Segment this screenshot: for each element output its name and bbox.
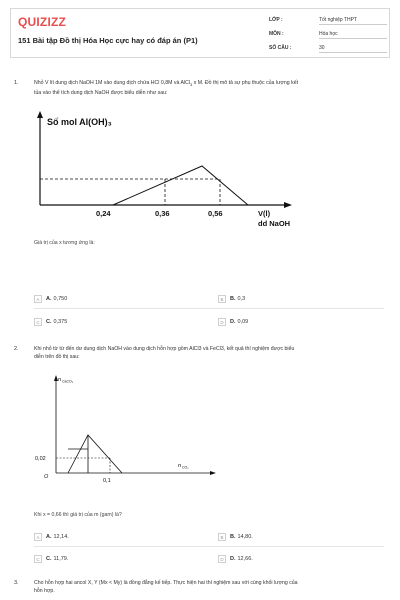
- q3-text-line2: hỗn hợp.: [34, 588, 55, 594]
- q2-option-d-label: D.: [230, 556, 236, 562]
- q2-option-b-value: 14,80.: [237, 534, 253, 540]
- meta-subject-label: MÔN :: [269, 31, 284, 37]
- q1-option-c-value: 0,375: [53, 319, 68, 325]
- q2-option-b[interactable]: [218, 532, 253, 542]
- q2-option-c-value: 11,79.: [53, 556, 69, 562]
- q1-option-d-value: 0,09: [237, 319, 249, 325]
- q2-xlabel-sub: CO₂: [182, 465, 189, 470]
- q2-option-a-label: A.: [46, 534, 52, 540]
- q2-text-line2: diễn trên đồ thị sau:: [34, 354, 80, 360]
- question-3-number: 3.: [14, 580, 19, 586]
- q1-y-arrow: [37, 111, 43, 118]
- q2-option-c[interactable]: [34, 554, 68, 564]
- q1-prompt: Giá trị của x tương ứng là:: [34, 240, 95, 246]
- q1-option-d[interactable]: [218, 317, 248, 327]
- meta-subject-value: Hóa học: [319, 31, 387, 39]
- q1-option-a-value: 0,750: [53, 296, 68, 302]
- worksheet-header: [10, 8, 390, 58]
- q1-text-a: Nhỏ V lít dung dịch NaOH 1M vào dung dịch chứa HCl 0,8M và AlCl: [34, 80, 191, 86]
- q1-text-line2: tủa vào thể tích dung dịch NaOH được biểu diễn như sau:: [34, 90, 168, 97]
- q1-option-b-value: 0,3: [237, 296, 246, 302]
- question-1-chart: [30, 108, 320, 233]
- question-2-number: 2.: [14, 346, 19, 352]
- q2-option-b-box[interactable]: B: [218, 533, 226, 541]
- q1-tick-056: 0,56: [208, 209, 223, 218]
- q2-prompt: Khi x = 0,66 thì giá trị của m (gam) là?: [34, 512, 122, 518]
- q1-precipitate-line: [113, 166, 248, 205]
- meta-count-label: SỐ CÂU :: [269, 45, 292, 51]
- q1-option-a-box[interactable]: A: [34, 295, 42, 303]
- q2-option-a[interactable]: [34, 532, 69, 542]
- q1-option-b-label: B.: [230, 296, 236, 302]
- page-title: 151 Bài tập Đồ thị Hóa Học cực hay có đáp án (P1): [18, 36, 198, 45]
- q1-text-sub: 3: [190, 82, 193, 88]
- meta-count-value: 30: [319, 45, 387, 53]
- q2-option-d-box[interactable]: D: [218, 555, 226, 563]
- q2-option-c-box[interactable]: C: [34, 555, 42, 563]
- q2-option-d[interactable]: [218, 554, 253, 564]
- q1-tick-024: 0,24: [96, 209, 111, 218]
- q1-xlabel-1: V(l): [258, 209, 271, 218]
- q2-triangle: [68, 435, 122, 473]
- q2-x-tick: 0,1: [103, 478, 111, 484]
- q2-origin: O: [44, 474, 49, 480]
- q2-text-line1: Khi nhỏ từ từ đến dư dung dịch NaOH vào dung dịch hỗn hợp gồm AlCl3 và FeCl3, kết quả thí nghiệm được biểu: [34, 346, 295, 352]
- q1-option-b-box[interactable]: B: [218, 295, 226, 303]
- q3-text-line1: Cho hỗn hợp hai ancol X, Y (Mx < My) là đồng đẳng kế tiếp. Thực hiện hai thí nghiệm sau với cùng khối lượng của: [34, 580, 298, 586]
- q1-option-d-box[interactable]: D: [218, 318, 226, 326]
- q1-option-c-box[interactable]: C: [34, 318, 42, 326]
- meta-class-value: Tốt nghiệp THPT: [319, 17, 387, 25]
- q1-option-divider: [34, 308, 384, 309]
- q1-xlabel-2: dd NaOH: [258, 219, 291, 228]
- question-2-chart: [30, 370, 220, 490]
- q1-option-a-label: A.: [46, 296, 52, 302]
- q1-tick-036: 0,36: [155, 209, 170, 218]
- quizizz-logo: QUIZIZZ: [18, 15, 67, 29]
- q2-option-c-label: C.: [46, 556, 52, 562]
- q2-option-a-value: 12,14.: [53, 534, 69, 540]
- q2-option-b-label: B.: [230, 534, 236, 540]
- q2-option-a-box[interactable]: A: [34, 533, 42, 541]
- question-1-text: [34, 79, 384, 97]
- q1-chart-ylabel: Số mol Al(OH)₃: [47, 117, 112, 127]
- q2-ylabel: n: [58, 377, 62, 383]
- q1-option-c-label: C.: [46, 319, 52, 325]
- question-2-text: [34, 345, 389, 361]
- q1-x-arrow: [284, 202, 292, 208]
- q2-x-arrow: [210, 471, 216, 475]
- q1-option-d-label: D.: [230, 319, 236, 325]
- q1-text-b: x M. Đồ thị mô tả sự phụ thuộc của lượng kết: [192, 80, 299, 86]
- question-1-number: 1.: [14, 80, 19, 86]
- q2-ylabel-sub: CaCO₃: [62, 379, 74, 384]
- q2-option-d-value: 12,66.: [237, 556, 253, 562]
- q2-option-divider: [34, 546, 384, 547]
- q2-xlabel: n: [178, 463, 182, 469]
- q1-option-a[interactable]: [34, 294, 67, 304]
- q1-option-c[interactable]: [34, 317, 67, 327]
- meta-class-label: LỚP :: [269, 17, 283, 23]
- q1-option-b[interactable]: [218, 294, 245, 304]
- q2-y-tick: 0,02: [35, 456, 46, 462]
- question-3-text: [34, 579, 389, 595]
